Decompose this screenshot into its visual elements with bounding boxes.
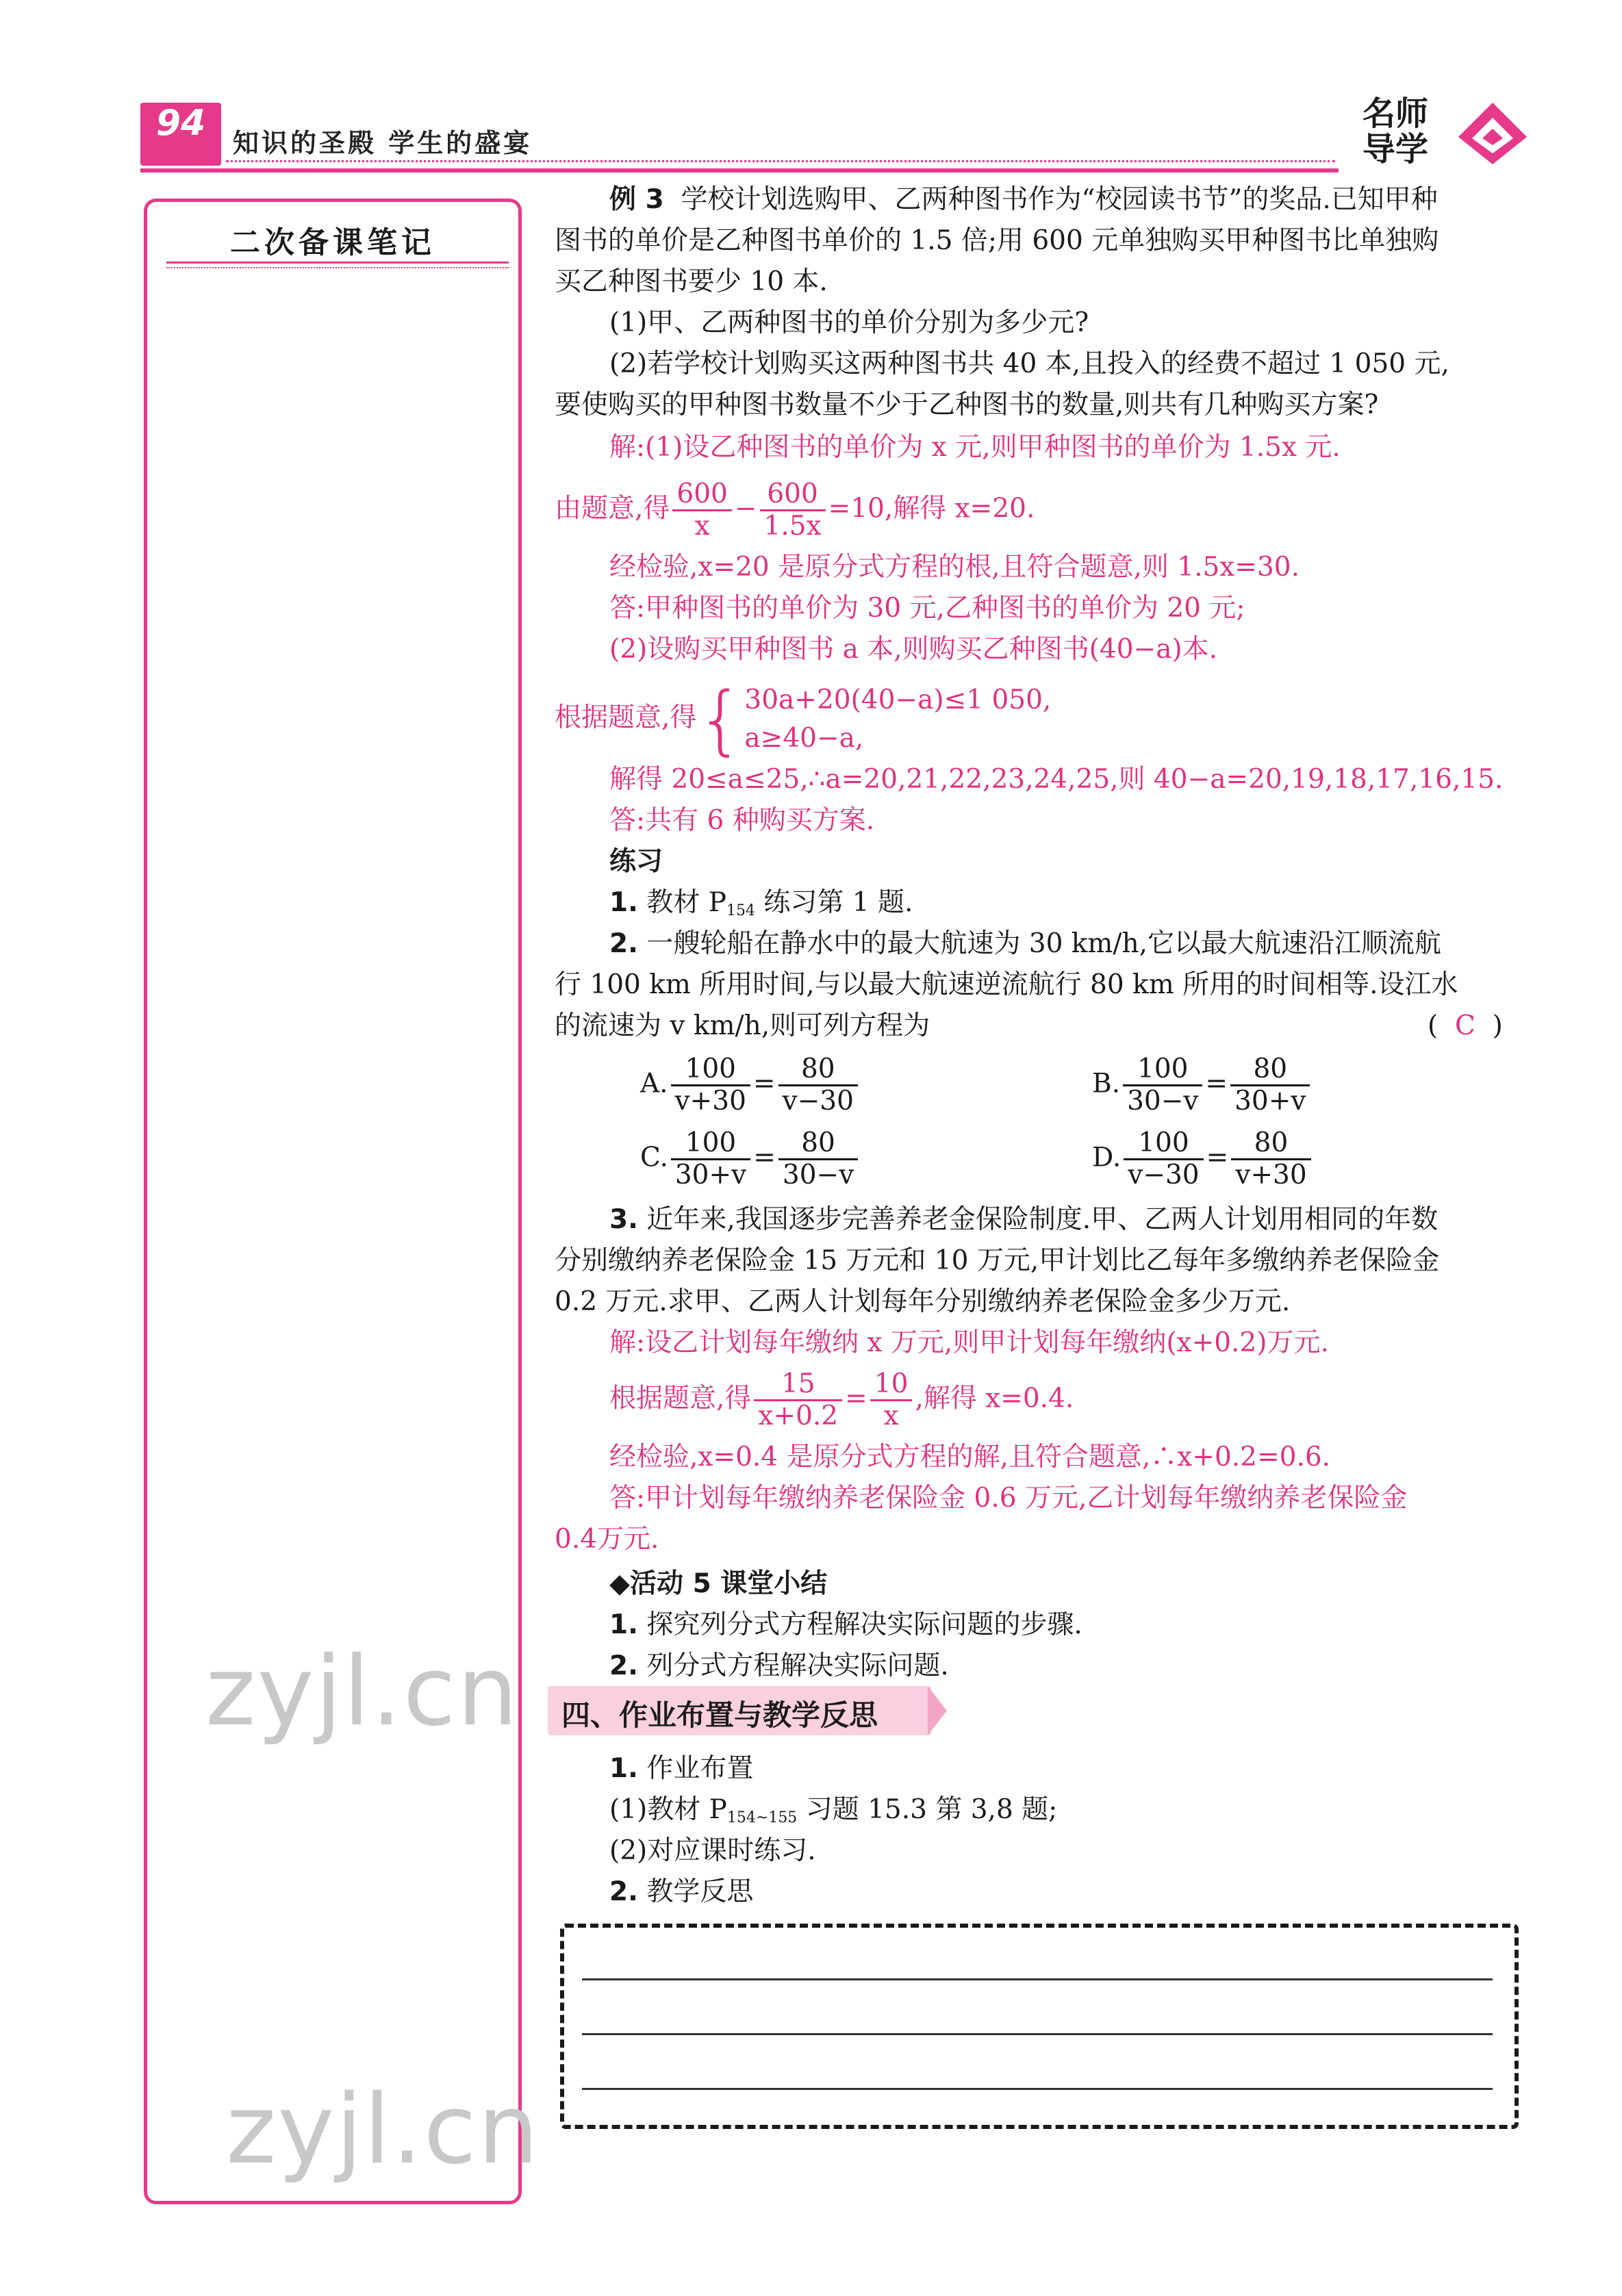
watermark: zyjl.cn — [226, 2074, 540, 2186]
practice3-solution3: 经检验,x=0.4 是原分式方程的解,且符合题意,∴x+0.2=0.6. — [609, 1442, 1331, 1472]
example3-question1: (1)甲、乙两种图书的单价分别为多少元? — [609, 307, 1089, 338]
homework-heading: 1. 作业布置 — [609, 1753, 754, 1784]
solution-line7: 解得 20≤a≤25,∴a=20,21,22,23,24,25,则 40−a=20,19,18,17,16,15. — [609, 764, 1504, 795]
activity5-item2: 2. 列分式方程解决实际问题. — [609, 1650, 949, 1681]
logo-line1: 名师 — [1363, 94, 1429, 133]
example3-line3: 买乙种图书要少 10 本. — [555, 266, 828, 297]
sidebar-title: 二次备课笔记 — [230, 225, 435, 260]
answer-bracket: ( C ) — [1428, 1010, 1503, 1041]
option-b: B. $\frac{100}{30-v}$ = $\frac{80}{30+v}$ — [1092, 1054, 1313, 1117]
reflection-box — [560, 1924, 1519, 2129]
brand-logo-icon — [1452, 96, 1534, 171]
practice-item2-line3: 的流速为 v km/h,则可列方程为 — [555, 1010, 930, 1041]
writing-line — [582, 2033, 1493, 2035]
example3-line1 — [609, 183, 1438, 216]
homework-item2: (2)对应课时练习. — [609, 1835, 816, 1866]
notes-sidebar — [144, 199, 522, 2204]
example3-line2: 图书的单价是乙种图书单价的 1.5 倍;用 600 元单独购买甲种图书比单独购 — [555, 225, 1439, 256]
practice3-answer-line2: 0.4万元. — [555, 1524, 659, 1555]
brand-logo-text — [1363, 96, 1452, 167]
inequality-system — [555, 676, 1052, 763]
section4-banner-arrow — [928, 1686, 947, 1735]
watermark: zyjl.cn — [205, 1636, 520, 1748]
option-c: C. $\frac{100}{30+v}$ = $\frac{80}{30-v}$ — [640, 1128, 861, 1190]
example3-question2-line1: (2)若学校计划购买这两种图书共 40 本,且投入的经费不超过 1 050 元, — [609, 348, 1449, 379]
practice-item2-line2: 行 100 km 所用时间,与以最大航速逆流航行 80 km 所用的时间相等.设江水 — [555, 969, 1458, 1000]
example-label: 例 3 — [609, 184, 664, 215]
homework-item1: (1)教材 $P_{154\sim 155}$ 习题 15.3 第 3,8 题; — [609, 1794, 1058, 1826]
example3-question2-line2: 要使购买的甲种图书数量不少于乙种图书的数量,则共有几种购买方案? — [555, 390, 1379, 420]
system-row2: a≥40−a, — [744, 723, 864, 754]
header-rule — [140, 168, 1339, 173]
solution-line5: (2)设购买甲种图书 a 本,则购买乙种图书(40−a)本. — [609, 634, 1218, 665]
writing-line — [582, 1978, 1493, 1980]
solution-line8: 答:共有 6 种购买方案. — [609, 805, 875, 836]
practice3-solution1: 解:设乙计划每年缴纳 x 万元,则甲计划每年缴纳(x+0.2)万元. — [609, 1327, 1329, 1358]
example3-text1: 学校计划选购甲、乙两种图书作为“校园读书节”的奖品.已知甲种 — [681, 184, 1438, 215]
fraction: $\frac{600}{1.5x}$ — [760, 479, 826, 541]
option-a: A. $\frac{100}{v+30}$ = $\frac{80}{v-30}$ — [640, 1054, 861, 1117]
solution-line1: 解:(1)设乙种图书的单价为 x 元,则甲种图书的单价为 1.5x 元. — [609, 432, 1341, 463]
practice3-equation: 根据题意,得 $\frac{15}{x+0.2}$ = $\frac{10}{x}$ ,解得 x=0.4. — [609, 1368, 1074, 1431]
solution-equation: 由题意,得 $\frac{600}{x}$ − $\frac{600}{1.5x}$ =10,解得 x=20. — [555, 479, 1035, 541]
solution-line3: 经检验,x=20 是原分式方程的根,且符合题意,则 1.5x=30. — [609, 552, 1300, 583]
practice-item3-line1: 3. 近年来,我国逐步完善养老金保险制度.甲、乙两人计划用相同的年数 — [609, 1204, 1439, 1235]
equation-prefix: 由题意,得 — [555, 493, 670, 524]
answer-choice: C — [1455, 1010, 1475, 1041]
practice3-answer-line1: 答:甲计划每年缴纳养老保险金 0.6 万元,乙计划每年缴纳养老保险金 — [609, 1483, 1408, 1514]
activity5-item1: 1. 探究列分式方程解决实际问题的步骤. — [609, 1609, 1082, 1640]
page-number: 94 — [155, 103, 206, 144]
system-row1: 30a+20(40−a)≤1 050, — [744, 685, 1052, 715]
equation-suffix: =10,解得 x=20. — [828, 493, 1035, 524]
system-prefix: 根据题意,得 — [555, 702, 697, 733]
sidebar-title-rule — [166, 262, 509, 264]
practice-item1: 1. 教材 $P_{154}$ 练习第 1 题. — [609, 887, 913, 919]
solution-line4: 答:甲种图书的单价为 30 元,乙种图书的单价为 20 元; — [609, 593, 1245, 624]
header-dotted-rule — [226, 160, 1335, 162]
sidebar-title-dots — [166, 267, 509, 268]
reflection-heading: 2. 教学反思 — [609, 1876, 754, 1907]
option-d: D. $\frac{100}{v-30}$ = $\frac{80}{v+30}$ — [1092, 1128, 1314, 1190]
practice-heading: 练习 — [609, 846, 663, 877]
practice-item2-line1: 2. 一艘轮船在静水中的最大航速为 30 km/h,它以最大航速沿江顺流航 — [609, 928, 1442, 959]
section4-title: 四、作业布置与教学反思 — [561, 1698, 878, 1732]
practice-item3-line3: 0.2 万元.求甲、乙两人计划每年分别缴纳养老保险金多少万元. — [555, 1286, 1291, 1317]
fraction: $\frac{600}{x}$ — [672, 479, 731, 541]
activity5-title: ◆活动 5 课堂小结 — [609, 1568, 828, 1599]
writing-line — [582, 2088, 1493, 2090]
practice-item3-line2: 分别缴纳养老保险金 15 万元和 10 万元,甲计划比乙每年多缴纳养老保险金 — [555, 1245, 1440, 1276]
header-slogan: 知识的圣殿 学生的盛宴 — [233, 128, 533, 158]
logo-line2: 导学 — [1363, 130, 1429, 168]
brace-glyph: { — [696, 676, 745, 763]
